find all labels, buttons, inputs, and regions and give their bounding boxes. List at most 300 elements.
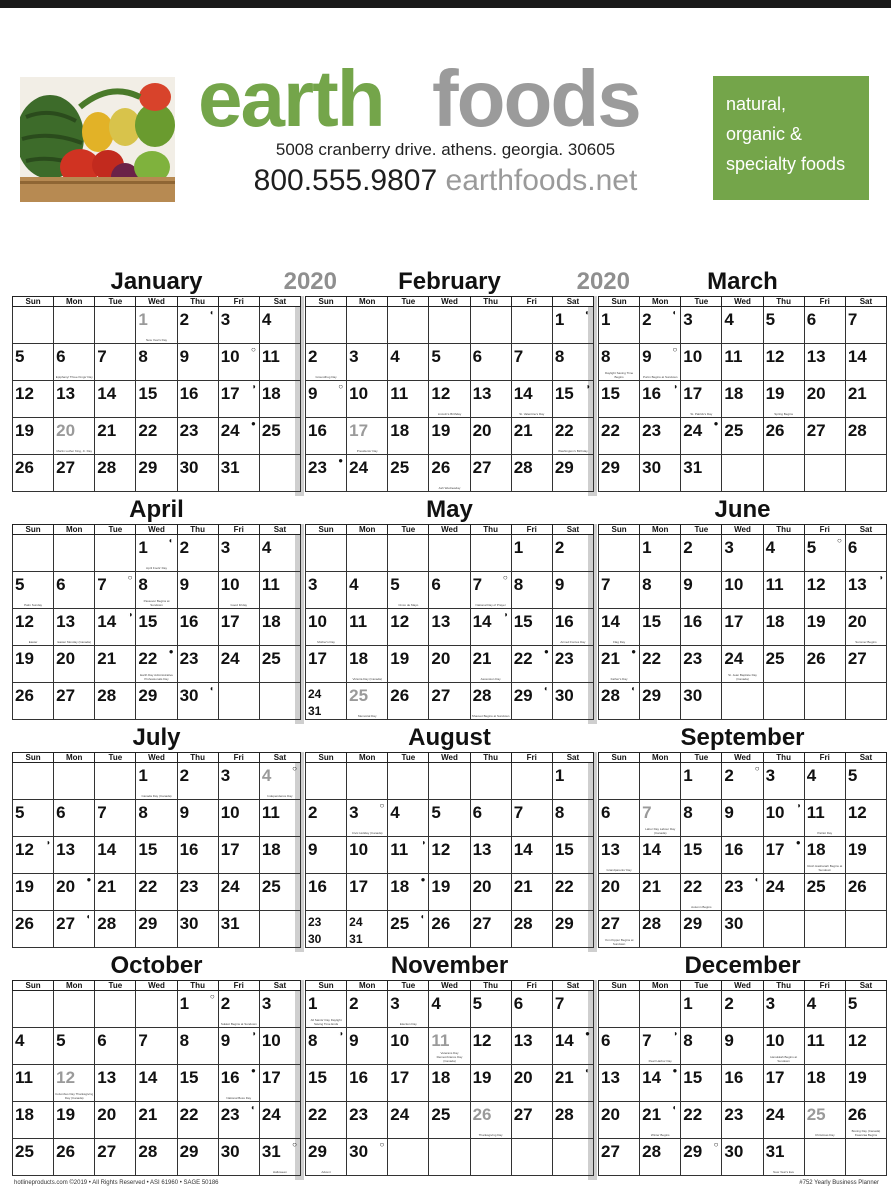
day-cell[interactable] xyxy=(259,874,300,911)
day-cell[interactable] xyxy=(804,874,845,911)
day-cell[interactable] xyxy=(511,418,552,455)
day-cell[interactable] xyxy=(845,1102,886,1139)
day-cell[interactable] xyxy=(388,455,429,492)
day-cell[interactable] xyxy=(763,911,804,948)
day-cell[interactable] xyxy=(511,911,552,948)
day-cell[interactable] xyxy=(599,1065,640,1102)
day-cell[interactable] xyxy=(804,800,845,837)
day-cell[interactable] xyxy=(388,1102,429,1139)
day-cell[interactable] xyxy=(218,1102,259,1139)
day-cell[interactable] xyxy=(681,455,722,492)
day-cell[interactable] xyxy=(306,1028,347,1065)
day-cell[interactable] xyxy=(177,837,218,874)
day-cell[interactable] xyxy=(640,609,681,646)
day-cell[interactable] xyxy=(763,609,804,646)
day-cell[interactable] xyxy=(640,874,681,911)
day-cell[interactable] xyxy=(722,911,763,948)
day-cell[interactable] xyxy=(681,991,722,1028)
day-cell[interactable] xyxy=(306,837,347,874)
day-cell[interactable] xyxy=(552,763,593,800)
day-cell[interactable] xyxy=(722,1139,763,1176)
day-cell[interactable] xyxy=(218,418,259,455)
day-cell[interactable] xyxy=(552,683,593,720)
day-cell[interactable] xyxy=(54,381,95,418)
day-cell[interactable] xyxy=(511,1028,552,1065)
day-cell[interactable] xyxy=(177,800,218,837)
day-cell[interactable] xyxy=(259,991,300,1028)
day-cell[interactable] xyxy=(13,800,54,837)
day-cell[interactable] xyxy=(13,911,54,948)
day-cell[interactable] xyxy=(763,381,804,418)
day-cell[interactable] xyxy=(177,683,218,720)
day-cell[interactable] xyxy=(845,1028,886,1065)
day-cell[interactable] xyxy=(511,683,552,720)
day-cell[interactable] xyxy=(347,800,388,837)
day-cell[interactable] xyxy=(136,307,177,344)
day-cell[interactable] xyxy=(470,874,511,911)
day-cell[interactable] xyxy=(511,874,552,911)
day-cell[interactable] xyxy=(681,1065,722,1102)
day-cell[interactable] xyxy=(95,418,136,455)
day-cell[interactable] xyxy=(640,572,681,609)
day-cell[interactable] xyxy=(429,991,470,1028)
day-cell[interactable] xyxy=(54,991,95,1028)
day-cell[interactable] xyxy=(218,344,259,381)
day-cell[interactable] xyxy=(95,535,136,572)
day-cell[interactable] xyxy=(804,307,845,344)
day-cell[interactable] xyxy=(763,1065,804,1102)
day-cell[interactable] xyxy=(470,646,511,683)
day-cell[interactable] xyxy=(136,1028,177,1065)
day-cell[interactable] xyxy=(845,307,886,344)
day-cell[interactable] xyxy=(429,1102,470,1139)
day-cell[interactable] xyxy=(95,1065,136,1102)
day-cell[interactable] xyxy=(95,646,136,683)
day-cell[interactable] xyxy=(259,609,300,646)
day-cell[interactable] xyxy=(177,874,218,911)
day-cell[interactable] xyxy=(552,800,593,837)
day-cell[interactable] xyxy=(306,535,347,572)
day-cell[interactable] xyxy=(429,1139,470,1176)
day-cell[interactable] xyxy=(845,344,886,381)
day-cell[interactable] xyxy=(347,609,388,646)
day-cell[interactable] xyxy=(95,911,136,948)
day-cell[interactable] xyxy=(54,646,95,683)
day-cell[interactable] xyxy=(470,763,511,800)
day-cell[interactable] xyxy=(218,1065,259,1102)
day-cell[interactable] xyxy=(259,683,300,720)
day-cell[interactable] xyxy=(845,418,886,455)
day-cell[interactable] xyxy=(218,991,259,1028)
day-cell[interactable] xyxy=(177,1102,218,1139)
day-cell[interactable] xyxy=(13,874,54,911)
day-cell[interactable] xyxy=(470,307,511,344)
day-cell[interactable] xyxy=(95,344,136,381)
day-cell[interactable] xyxy=(681,609,722,646)
day-cell[interactable] xyxy=(599,455,640,492)
day-cell[interactable] xyxy=(347,646,388,683)
day-cell[interactable] xyxy=(54,911,95,948)
day-cell[interactable] xyxy=(13,1102,54,1139)
day-cell[interactable] xyxy=(599,344,640,381)
day-cell[interactable] xyxy=(177,1065,218,1102)
day-cell[interactable] xyxy=(95,572,136,609)
day-cell[interactable] xyxy=(306,911,347,948)
day-cell[interactable] xyxy=(259,381,300,418)
day-cell[interactable] xyxy=(763,1028,804,1065)
day-cell[interactable] xyxy=(640,683,681,720)
day-cell[interactable] xyxy=(429,572,470,609)
day-cell[interactable] xyxy=(804,381,845,418)
day-cell[interactable] xyxy=(388,609,429,646)
day-cell[interactable] xyxy=(804,837,845,874)
day-cell[interactable] xyxy=(13,609,54,646)
day-cell[interactable] xyxy=(681,1102,722,1139)
day-cell[interactable] xyxy=(722,344,763,381)
day-cell[interactable] xyxy=(388,1065,429,1102)
day-cell[interactable] xyxy=(681,381,722,418)
day-cell[interactable] xyxy=(511,1065,552,1102)
day-cell[interactable] xyxy=(306,991,347,1028)
day-cell[interactable] xyxy=(804,911,845,948)
day-cell[interactable] xyxy=(259,911,300,948)
day-cell[interactable] xyxy=(95,683,136,720)
day-cell[interactable] xyxy=(388,646,429,683)
day-cell[interactable] xyxy=(347,344,388,381)
day-cell[interactable] xyxy=(470,609,511,646)
day-cell[interactable] xyxy=(552,418,593,455)
day-cell[interactable] xyxy=(218,381,259,418)
day-cell[interactable] xyxy=(470,1028,511,1065)
day-cell[interactable] xyxy=(347,418,388,455)
day-cell[interactable] xyxy=(429,874,470,911)
day-cell[interactable] xyxy=(681,837,722,874)
day-cell[interactable] xyxy=(136,609,177,646)
day-cell[interactable] xyxy=(388,1028,429,1065)
day-cell[interactable] xyxy=(722,874,763,911)
day-cell[interactable] xyxy=(681,874,722,911)
day-cell[interactable] xyxy=(804,418,845,455)
day-cell[interactable] xyxy=(13,837,54,874)
day-cell[interactable] xyxy=(388,763,429,800)
day-cell[interactable] xyxy=(347,455,388,492)
day-cell[interactable] xyxy=(845,874,886,911)
day-cell[interactable] xyxy=(347,1065,388,1102)
day-cell[interactable] xyxy=(429,646,470,683)
day-cell[interactable] xyxy=(306,800,347,837)
day-cell[interactable] xyxy=(552,874,593,911)
day-cell[interactable] xyxy=(681,307,722,344)
day-cell[interactable] xyxy=(218,1139,259,1176)
day-cell[interactable] xyxy=(804,455,845,492)
day-cell[interactable] xyxy=(429,307,470,344)
day-cell[interactable] xyxy=(95,381,136,418)
day-cell[interactable] xyxy=(388,837,429,874)
day-cell[interactable] xyxy=(136,683,177,720)
day-cell[interactable] xyxy=(640,381,681,418)
day-cell[interactable] xyxy=(763,837,804,874)
day-cell[interactable] xyxy=(218,572,259,609)
day-cell[interactable] xyxy=(136,381,177,418)
day-cell[interactable] xyxy=(470,1102,511,1139)
day-cell[interactable] xyxy=(259,572,300,609)
day-cell[interactable] xyxy=(763,646,804,683)
day-cell[interactable] xyxy=(640,535,681,572)
day-cell[interactable] xyxy=(54,609,95,646)
day-cell[interactable] xyxy=(470,572,511,609)
day-cell[interactable] xyxy=(429,800,470,837)
day-cell[interactable] xyxy=(347,381,388,418)
day-cell[interactable] xyxy=(177,991,218,1028)
day-cell[interactable] xyxy=(95,455,136,492)
day-cell[interactable] xyxy=(552,1102,593,1139)
day-cell[interactable] xyxy=(599,763,640,800)
day-cell[interactable] xyxy=(429,763,470,800)
day-cell[interactable] xyxy=(218,307,259,344)
day-cell[interactable] xyxy=(804,763,845,800)
day-cell[interactable] xyxy=(429,535,470,572)
day-cell[interactable] xyxy=(511,1102,552,1139)
day-cell[interactable] xyxy=(218,646,259,683)
day-cell[interactable] xyxy=(136,763,177,800)
day-cell[interactable] xyxy=(218,911,259,948)
day-cell[interactable] xyxy=(681,1028,722,1065)
day-cell[interactable] xyxy=(95,1028,136,1065)
day-cell[interactable] xyxy=(218,609,259,646)
day-cell[interactable] xyxy=(388,911,429,948)
day-cell[interactable] xyxy=(763,535,804,572)
day-cell[interactable] xyxy=(388,683,429,720)
day-cell[interactable] xyxy=(804,1028,845,1065)
day-cell[interactable] xyxy=(511,646,552,683)
day-cell[interactable] xyxy=(347,683,388,720)
day-cell[interactable] xyxy=(13,344,54,381)
day-cell[interactable] xyxy=(306,307,347,344)
day-cell[interactable] xyxy=(95,991,136,1028)
day-cell[interactable] xyxy=(95,837,136,874)
day-cell[interactable] xyxy=(95,609,136,646)
day-cell[interactable] xyxy=(470,344,511,381)
day-cell[interactable] xyxy=(136,1102,177,1139)
day-cell[interactable] xyxy=(640,911,681,948)
day-cell[interactable] xyxy=(470,911,511,948)
day-cell[interactable] xyxy=(388,307,429,344)
day-cell[interactable] xyxy=(136,800,177,837)
day-cell[interactable] xyxy=(136,1065,177,1102)
day-cell[interactable] xyxy=(54,763,95,800)
day-cell[interactable] xyxy=(599,572,640,609)
day-cell[interactable] xyxy=(259,344,300,381)
day-cell[interactable] xyxy=(13,1139,54,1176)
day-cell[interactable] xyxy=(599,837,640,874)
day-cell[interactable] xyxy=(552,609,593,646)
day-cell[interactable] xyxy=(599,911,640,948)
day-cell[interactable] xyxy=(306,1065,347,1102)
day-cell[interactable] xyxy=(845,609,886,646)
day-cell[interactable] xyxy=(722,683,763,720)
day-cell[interactable] xyxy=(681,800,722,837)
day-cell[interactable] xyxy=(177,381,218,418)
day-cell[interactable] xyxy=(845,911,886,948)
day-cell[interactable] xyxy=(136,991,177,1028)
day-cell[interactable] xyxy=(599,874,640,911)
day-cell[interactable] xyxy=(599,683,640,720)
day-cell[interactable] xyxy=(681,1139,722,1176)
day-cell[interactable] xyxy=(470,991,511,1028)
day-cell[interactable] xyxy=(388,991,429,1028)
day-cell[interactable] xyxy=(722,418,763,455)
day-cell[interactable] xyxy=(722,837,763,874)
day-cell[interactable] xyxy=(845,837,886,874)
day-cell[interactable] xyxy=(722,991,763,1028)
day-cell[interactable] xyxy=(511,455,552,492)
day-cell[interactable] xyxy=(804,1102,845,1139)
day-cell[interactable] xyxy=(95,1139,136,1176)
day-cell[interactable] xyxy=(347,1102,388,1139)
day-cell[interactable] xyxy=(804,572,845,609)
day-cell[interactable] xyxy=(13,1065,54,1102)
day-cell[interactable] xyxy=(259,837,300,874)
day-cell[interactable] xyxy=(259,535,300,572)
day-cell[interactable] xyxy=(804,344,845,381)
day-cell[interactable] xyxy=(552,991,593,1028)
day-cell[interactable] xyxy=(306,381,347,418)
day-cell[interactable] xyxy=(722,1102,763,1139)
day-cell[interactable] xyxy=(388,344,429,381)
day-cell[interactable] xyxy=(599,1139,640,1176)
day-cell[interactable] xyxy=(177,535,218,572)
day-cell[interactable] xyxy=(388,572,429,609)
day-cell[interactable] xyxy=(640,1065,681,1102)
day-cell[interactable] xyxy=(259,418,300,455)
day-cell[interactable] xyxy=(388,874,429,911)
day-cell[interactable] xyxy=(306,763,347,800)
day-cell[interactable] xyxy=(388,800,429,837)
day-cell[interactable] xyxy=(218,455,259,492)
day-cell[interactable] xyxy=(511,609,552,646)
day-cell[interactable] xyxy=(306,1139,347,1176)
day-cell[interactable] xyxy=(511,307,552,344)
day-cell[interactable] xyxy=(470,800,511,837)
day-cell[interactable] xyxy=(54,874,95,911)
day-cell[interactable] xyxy=(552,535,593,572)
day-cell[interactable] xyxy=(136,911,177,948)
day-cell[interactable] xyxy=(552,572,593,609)
day-cell[interactable] xyxy=(13,418,54,455)
day-cell[interactable] xyxy=(218,683,259,720)
day-cell[interactable] xyxy=(347,1139,388,1176)
day-cell[interactable] xyxy=(13,307,54,344)
day-cell[interactable] xyxy=(177,307,218,344)
day-cell[interactable] xyxy=(511,991,552,1028)
day-cell[interactable] xyxy=(845,763,886,800)
day-cell[interactable] xyxy=(306,455,347,492)
day-cell[interactable] xyxy=(599,1102,640,1139)
day-cell[interactable] xyxy=(388,535,429,572)
day-cell[interactable] xyxy=(259,1065,300,1102)
day-cell[interactable] xyxy=(845,455,886,492)
day-cell[interactable] xyxy=(347,307,388,344)
day-cell[interactable] xyxy=(429,344,470,381)
day-cell[interactable] xyxy=(804,1139,845,1176)
day-cell[interactable] xyxy=(640,991,681,1028)
day-cell[interactable] xyxy=(54,572,95,609)
day-cell[interactable] xyxy=(259,455,300,492)
day-cell[interactable] xyxy=(722,381,763,418)
day-cell[interactable] xyxy=(177,911,218,948)
day-cell[interactable] xyxy=(845,646,886,683)
day-cell[interactable] xyxy=(599,307,640,344)
day-cell[interactable] xyxy=(136,455,177,492)
day-cell[interactable] xyxy=(722,763,763,800)
day-cell[interactable] xyxy=(95,874,136,911)
day-cell[interactable] xyxy=(552,1139,593,1176)
day-cell[interactable] xyxy=(347,572,388,609)
day-cell[interactable] xyxy=(218,1028,259,1065)
day-cell[interactable] xyxy=(259,1102,300,1139)
day-cell[interactable] xyxy=(845,800,886,837)
day-cell[interactable] xyxy=(763,418,804,455)
day-cell[interactable] xyxy=(259,763,300,800)
day-cell[interactable] xyxy=(511,572,552,609)
day-cell[interactable] xyxy=(763,763,804,800)
day-cell[interactable] xyxy=(511,344,552,381)
day-cell[interactable] xyxy=(640,1028,681,1065)
day-cell[interactable] xyxy=(845,1065,886,1102)
day-cell[interactable] xyxy=(722,800,763,837)
day-cell[interactable] xyxy=(388,1139,429,1176)
day-cell[interactable] xyxy=(54,418,95,455)
day-cell[interactable] xyxy=(804,991,845,1028)
day-cell[interactable] xyxy=(599,800,640,837)
day-cell[interactable] xyxy=(681,344,722,381)
day-cell[interactable] xyxy=(429,911,470,948)
day-cell[interactable] xyxy=(552,1065,593,1102)
day-cell[interactable] xyxy=(177,455,218,492)
day-cell[interactable] xyxy=(306,418,347,455)
day-cell[interactable] xyxy=(13,646,54,683)
day-cell[interactable] xyxy=(136,1139,177,1176)
day-cell[interactable] xyxy=(95,763,136,800)
day-cell[interactable] xyxy=(429,683,470,720)
day-cell[interactable] xyxy=(552,911,593,948)
day-cell[interactable] xyxy=(306,683,347,720)
day-cell[interactable] xyxy=(306,874,347,911)
day-cell[interactable] xyxy=(552,837,593,874)
day-cell[interactable] xyxy=(470,1065,511,1102)
day-cell[interactable] xyxy=(429,1065,470,1102)
day-cell[interactable] xyxy=(429,837,470,874)
day-cell[interactable] xyxy=(804,1065,845,1102)
day-cell[interactable] xyxy=(599,991,640,1028)
day-cell[interactable] xyxy=(681,763,722,800)
day-cell[interactable] xyxy=(599,381,640,418)
day-cell[interactable] xyxy=(552,381,593,418)
day-cell[interactable] xyxy=(845,1139,886,1176)
day-cell[interactable] xyxy=(599,646,640,683)
day-cell[interactable] xyxy=(54,1139,95,1176)
day-cell[interactable] xyxy=(95,307,136,344)
day-cell[interactable] xyxy=(763,344,804,381)
day-cell[interactable] xyxy=(13,572,54,609)
day-cell[interactable] xyxy=(218,837,259,874)
day-cell[interactable] xyxy=(136,572,177,609)
day-cell[interactable] xyxy=(640,837,681,874)
day-cell[interactable] xyxy=(177,609,218,646)
day-cell[interactable] xyxy=(470,418,511,455)
day-cell[interactable] xyxy=(552,455,593,492)
day-cell[interactable] xyxy=(640,307,681,344)
